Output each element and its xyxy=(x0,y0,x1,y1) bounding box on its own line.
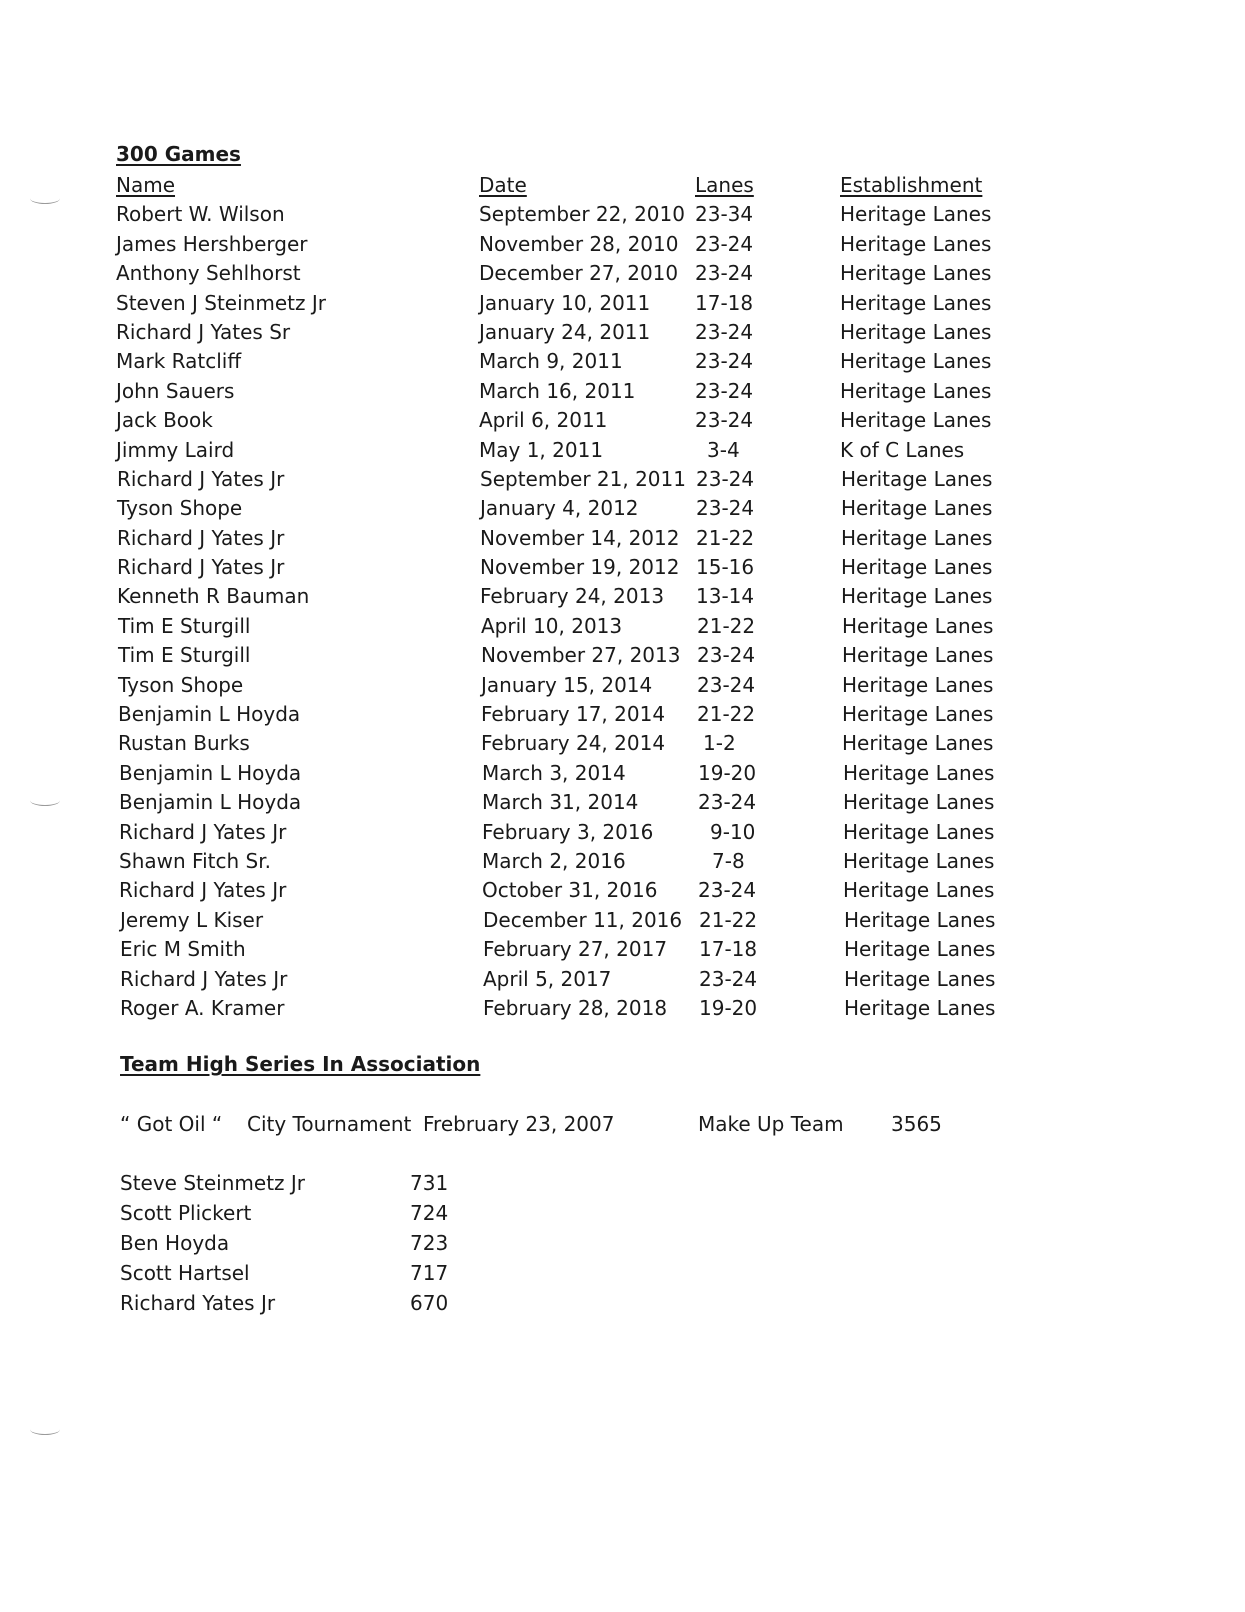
row-name: Richard J Yates Jr xyxy=(117,525,285,550)
team-summary-line xyxy=(120,1109,1020,1139)
row-lanes: 23-24 xyxy=(695,261,754,286)
scan-punch-mark xyxy=(30,193,60,204)
row-date: March 31, 2014 xyxy=(482,790,639,815)
member-name: Ben Hoyda xyxy=(120,1231,230,1255)
team-section-title: Team High Series In Association xyxy=(120,1052,481,1076)
row-name: Tim E Sturgill xyxy=(118,613,251,638)
row-lanes: 21-22 xyxy=(697,613,756,638)
row-name: Anthony Sehlhorst xyxy=(116,261,301,286)
row-name: Jack Book xyxy=(116,408,213,433)
table-row xyxy=(116,436,1016,465)
row-name: Steven J Steinmetz Jr xyxy=(116,290,326,315)
row-establishment: Heritage Lanes xyxy=(844,966,996,991)
table-row xyxy=(116,200,1016,229)
row-lanes: 21-22 xyxy=(697,702,756,727)
scan-punch-mark xyxy=(30,795,60,806)
row-date: December 27, 2010 xyxy=(479,261,679,286)
table-row xyxy=(120,965,1020,994)
row-name: Richard J Yates Jr xyxy=(117,466,285,491)
member-name: Richard Yates Jr xyxy=(120,1291,276,1315)
row-establishment: Heritage Lanes xyxy=(840,408,992,433)
member-score: 731 xyxy=(410,1171,449,1195)
row-date: April 5, 2017 xyxy=(483,966,612,991)
list-item xyxy=(120,1228,520,1258)
row-lanes: 15-16 xyxy=(696,555,755,580)
table-row xyxy=(120,935,1020,964)
row-name: Richard J Yates Jr xyxy=(117,555,285,580)
list-item xyxy=(120,1168,520,1198)
row-establishment: Heritage Lanes xyxy=(843,878,995,903)
row-establishment: Heritage Lanes xyxy=(844,907,996,932)
row-date: January 10, 2011 xyxy=(479,290,651,315)
games-table xyxy=(116,171,1016,1023)
scan-punch-mark xyxy=(30,1424,60,1435)
row-date: April 6, 2011 xyxy=(479,408,608,433)
row-date: December 11, 2016 xyxy=(483,907,683,932)
row-establishment: Heritage Lanes xyxy=(842,672,994,697)
row-establishment: Heritage Lanes xyxy=(841,584,993,609)
row-lanes: 23-24 xyxy=(698,790,757,815)
games-rows xyxy=(116,200,1016,1023)
row-date: October 31, 2016 xyxy=(482,878,658,903)
row-establishment: Heritage Lanes xyxy=(840,319,992,344)
team-total: 3565 xyxy=(891,1112,942,1136)
row-establishment: Heritage Lanes xyxy=(844,937,996,962)
table-row xyxy=(116,347,1016,376)
row-lanes: 23-24 xyxy=(697,643,756,668)
table-row xyxy=(118,671,1018,700)
row-lanes: 1-2 xyxy=(703,731,736,756)
team-member-scores xyxy=(120,1168,520,1318)
row-establishment: Heritage Lanes xyxy=(843,848,995,873)
table-row xyxy=(118,729,1018,758)
row-date: February 17, 2014 xyxy=(481,702,666,727)
row-name: Benjamin L Hoyda xyxy=(119,790,302,815)
row-name: Jeremy L Kiser xyxy=(120,907,264,932)
row-establishment: Heritage Lanes xyxy=(840,378,992,403)
table-row xyxy=(118,612,1018,641)
row-date: February 28, 2018 xyxy=(483,995,668,1020)
table-row xyxy=(117,524,1017,553)
header-date: Date xyxy=(479,173,527,197)
table-row xyxy=(119,788,1019,817)
row-lanes: 23-24 xyxy=(695,349,754,374)
row-date: February 24, 2013 xyxy=(480,584,665,609)
row-name: Rustan Burks xyxy=(118,731,250,756)
row-date: September 22, 2010 xyxy=(479,202,685,227)
row-establishment: Heritage Lanes xyxy=(843,819,995,844)
member-score: 724 xyxy=(410,1201,449,1225)
row-establishment: Heritage Lanes xyxy=(842,643,994,668)
row-name: James Hershberger xyxy=(116,231,308,256)
table-row xyxy=(117,582,1017,611)
table-row xyxy=(118,641,1018,670)
row-establishment: Heritage Lanes xyxy=(842,702,994,727)
table-row xyxy=(116,318,1016,347)
row-date: January 15, 2014 xyxy=(481,672,653,697)
row-name: Richard J Yates Jr xyxy=(119,819,287,844)
row-lanes: 23-24 xyxy=(698,878,757,903)
row-establishment: Heritage Lanes xyxy=(842,613,994,638)
row-name: Jimmy Laird xyxy=(116,437,235,462)
row-date: November 14, 2012 xyxy=(480,525,680,550)
member-score: 723 xyxy=(410,1231,449,1255)
row-date: February 27, 2017 xyxy=(483,937,668,962)
row-lanes: 23-24 xyxy=(695,408,754,433)
table-row xyxy=(120,906,1020,935)
row-establishment: Heritage Lanes xyxy=(843,760,995,785)
header-name: Name xyxy=(116,173,176,197)
table-row xyxy=(119,759,1019,788)
row-lanes: 13-14 xyxy=(696,584,755,609)
row-lanes: 21-22 xyxy=(696,525,755,550)
row-lanes: 23-24 xyxy=(695,378,754,403)
row-name: Benjamin L Hoyda xyxy=(118,702,301,727)
row-name: Benjamin L Hoyda xyxy=(119,760,302,785)
row-date: November 19, 2012 xyxy=(480,555,680,580)
row-establishment: Heritage Lanes xyxy=(840,290,992,315)
member-score: 670 xyxy=(410,1291,449,1315)
row-establishment: Heritage Lanes xyxy=(841,525,993,550)
row-establishment: Heritage Lanes xyxy=(841,466,993,491)
list-item xyxy=(120,1198,520,1228)
row-establishment: Heritage Lanes xyxy=(840,231,992,256)
row-lanes: 17-18 xyxy=(695,290,754,315)
table-row xyxy=(116,230,1016,259)
table-row xyxy=(116,259,1016,288)
header-establishment: Establishment xyxy=(840,173,983,197)
row-establishment: Heritage Lanes xyxy=(841,555,993,580)
team-type: Make Up Team xyxy=(698,1112,844,1136)
row-lanes: 17-18 xyxy=(699,937,758,962)
row-lanes: 3-4 xyxy=(707,437,740,462)
row-date: February 24, 2014 xyxy=(481,731,666,756)
member-name: Steve Steinmetz Jr xyxy=(120,1171,306,1195)
row-name: Tyson Shope xyxy=(117,496,243,521)
row-lanes: 21-22 xyxy=(699,907,758,932)
row-date: March 3, 2014 xyxy=(482,760,626,785)
row-date: February 3, 2016 xyxy=(482,819,654,844)
row-lanes: 23-34 xyxy=(695,202,754,227)
row-date: January 24, 2011 xyxy=(479,319,651,344)
row-name: Mark Ratcliff xyxy=(116,349,242,374)
header-lanes: Lanes xyxy=(695,173,754,197)
row-name: Tim E Sturgill xyxy=(118,643,251,668)
row-establishment: Heritage Lanes xyxy=(843,790,995,815)
team-date: Frebruary 23, 2007 xyxy=(423,1112,615,1136)
row-name: Richard J Yates Sr xyxy=(116,319,291,344)
table-row xyxy=(120,994,1020,1023)
row-name: Kenneth R Bauman xyxy=(117,584,310,609)
row-name: Robert W. Wilson xyxy=(116,202,285,227)
list-item xyxy=(120,1288,520,1318)
row-lanes: 19-20 xyxy=(699,995,758,1020)
row-name: Shawn Fitch Sr. xyxy=(119,848,271,873)
table-row xyxy=(116,377,1016,406)
row-establishment: Heritage Lanes xyxy=(841,496,993,521)
table-row xyxy=(119,818,1019,847)
row-date: March 16, 2011 xyxy=(479,378,636,403)
table-row xyxy=(119,876,1019,905)
member-score: 717 xyxy=(410,1261,449,1285)
row-name: Richard J Yates Jr xyxy=(120,966,288,991)
table-row xyxy=(117,465,1017,494)
table-row xyxy=(117,553,1017,582)
row-date: September 21, 2011 xyxy=(480,466,686,491)
row-lanes: 23-24 xyxy=(695,319,754,344)
table-row xyxy=(116,289,1016,318)
games-section-title: 300 Games xyxy=(116,142,241,166)
row-date: April 10, 2013 xyxy=(481,613,623,638)
row-name: John Sauers xyxy=(116,378,235,403)
row-name: Tyson Shope xyxy=(118,672,244,697)
row-name: Eric M Smith xyxy=(120,937,246,962)
row-lanes: 23-24 xyxy=(696,466,755,491)
team-event: City Tournament xyxy=(247,1112,412,1136)
list-item xyxy=(120,1258,520,1288)
row-lanes: 23-24 xyxy=(697,672,756,697)
row-establishment: Heritage Lanes xyxy=(840,202,992,227)
row-date: March 9, 2011 xyxy=(479,349,623,374)
team-name: “ Got Oil “ xyxy=(120,1112,223,1136)
member-name: Scott Plickert xyxy=(120,1201,252,1225)
row-date: January 4, 2012 xyxy=(480,496,639,521)
row-lanes: 23-24 xyxy=(695,231,754,256)
games-table-header xyxy=(116,171,1016,200)
table-row xyxy=(116,406,1016,435)
row-name: Roger A. Kramer xyxy=(120,995,285,1020)
row-name: Richard J Yates Jr xyxy=(119,878,287,903)
table-row xyxy=(117,494,1017,523)
row-lanes: 7-8 xyxy=(712,848,745,873)
table-row xyxy=(119,847,1019,876)
row-date: November 27, 2013 xyxy=(481,643,681,668)
row-lanes: 19-20 xyxy=(698,760,757,785)
row-establishment: Heritage Lanes xyxy=(842,731,994,756)
row-establishment: Heritage Lanes xyxy=(844,995,996,1020)
row-lanes: 23-24 xyxy=(696,496,755,521)
row-establishment: Heritage Lanes xyxy=(840,261,992,286)
member-name: Scott Hartsel xyxy=(120,1261,250,1285)
row-date: November 28, 2010 xyxy=(479,231,679,256)
row-lanes: 9-10 xyxy=(710,819,756,844)
row-date: March 2, 2016 xyxy=(482,848,626,873)
row-establishment: Heritage Lanes xyxy=(840,349,992,374)
row-establishment: K of C Lanes xyxy=(840,437,965,462)
row-lanes: 23-24 xyxy=(699,966,758,991)
table-row xyxy=(118,700,1018,729)
row-date: May 1, 2011 xyxy=(479,437,604,462)
